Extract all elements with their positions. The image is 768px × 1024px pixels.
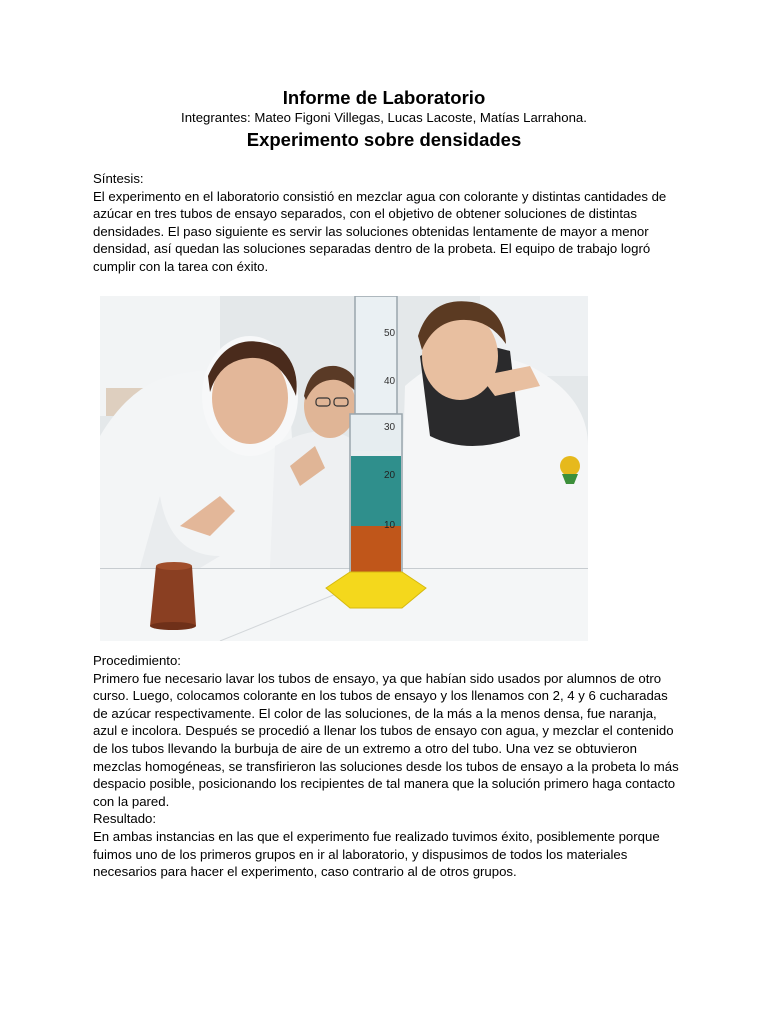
result-label: Resultado: — [93, 811, 157, 827]
result-text: En ambas instancias en las que el experimento fue realizado tuvimos éxito, posiblemente porque fuimos uno de los primeros grupos en ir al laboratorio, y dispusimos de todos los materiales necesarios para hacer el experimento, caso contrario al de otros grupos. — [93, 828, 660, 880]
synthesis-label: Síntesis: — [93, 171, 144, 186]
cylinder-mark-10: 10 — [384, 520, 396, 531]
lab-photo — [100, 296, 588, 641]
procedure-text: Primero fue necesario lavar los tubos de ensayo, ya que habían sido usados por alumnos de otro curso. Luego, colocamos colorante en los tubos de ensayo y los llenamos con 2, 4 y 6 cucharadas de azúcar respectivamente. El color de las soluciones, de la más a la menos densa, fue naranja, azul e incolora. Después se procedió a llenar los tubos de ensayo con agua, y mezclar el contenido de los tubos llevando la burbuja de aire de un extremo a otro del tubo. Una vez se obtuvieron mezclas homogéneas, se transfirieron las soluciones desde los tubos de ensayo a la probeta lo más despacio posible, posicionando los recipientes de tal manera que la solución primero haga contacto con la pared. — [93, 670, 679, 809]
synthesis-text: El experimento en el laboratorio consistió en mezclar agua con colorante y distintas cantidades de azúcar en tres tubos de ensayo separados, con el objetivo de obtener soluciones de distintas densidades. El paso siguiente es servir las soluciones obtenidas lentamente de mayor a menor densidad, así quedan las soluciones separadas dentro de la probeta. El equipo de trabajo logró cumplir con la tarea con éxito. — [93, 188, 667, 274]
experiment-subtitle: Experimento sobre densidades — [246, 129, 522, 150]
cylinder-mark-50: 50 — [384, 328, 396, 339]
report-title: Informe de Laboratorio — [282, 87, 486, 108]
synthesis-section — [93, 170, 683, 276]
procedure-label: Procedimiento: — [93, 653, 181, 668]
procedure-section — [93, 652, 683, 881]
cylinder-mark-30: 30 — [384, 422, 396, 433]
brown-cup — [150, 562, 196, 630]
lab-photo-illustration — [100, 296, 588, 641]
cylinder-mark-20: 20 — [384, 470, 396, 481]
cylinder-mark-40: 40 — [384, 376, 396, 387]
team-members: Integrantes: Mateo Figoni Villegas, Lucas Lacoste, Matías Larrahona. — [181, 110, 587, 125]
